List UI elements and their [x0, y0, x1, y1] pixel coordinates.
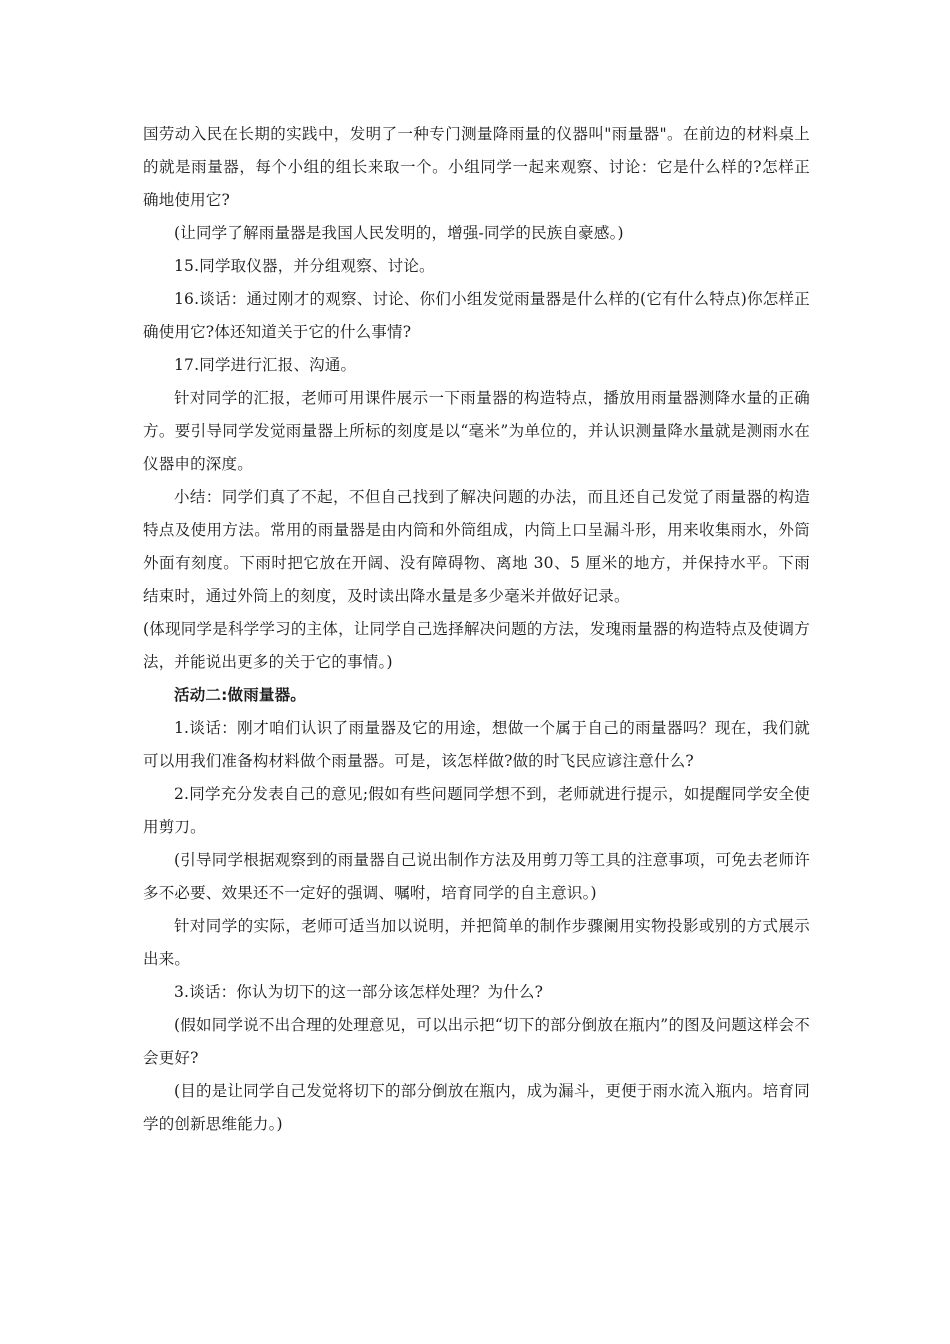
paragraph-note-5: (目的是让同学自己发觉将切下的部分倒放在瓶内，成为漏斗，更便于雨水流入瓶内。培育同学的创新思维能力。)	[143, 1082, 810, 1133]
paragraph-teacher-guide: 针对同学的汇报，老师可用课件展示一下雨量器的构造特点，播放用雨量器测降水量的正确方。要引导同学发觉雨量器上所标的刻度是以“毫米”为单位的，并认识测量降水量就是测雨水在仪器申的深度。	[143, 389, 810, 473]
paragraph-step-2: 2.同学充分发表自己的意见;假如有些问题同学想不到，老师就进行提示，如提醒同学安全使用剪刀。	[143, 785, 810, 836]
paragraph-step-3: 3.谈话：你认为切下的这一部分该怎样处理？为什么?	[174, 983, 544, 1001]
section-heading-activity-2: 活动二:做雨量器。	[174, 686, 306, 704]
paragraph-intro: 国劳动入民在长期的实践中，发明了一种专门测量降雨量的仪器叫"雨量器"。在前边的材料桌上的就是雨量器，每个小组的组长来取一个。小组同学一起来观察、讨论：它是什么样的?怎样正确地使用它?	[143, 125, 810, 209]
paragraph-summary: 小结：同学们真了不起，不但自己找到了解决问题的办法，而且还自己发觉了雨量器的构造特点及使用方法。常用的雨量器是由内筒和外筒组成，内筒上口呈漏斗形，用来收集雨水，外筒外面有刻度。下雨时把它放在开阔、没有障碍物、离地 30、5 厘米的地方，并保持水平。下雨结束时，通过外筒上的刻度，及时读出降水量是多少毫米并做好记录。	[143, 488, 810, 605]
paragraph-step-1: 1.谈话：刚才咱们认识了雨量器及它的用途，想做一个属于自己的雨量器吗？现在，我们就可以用我们准备构材料做个雨量器。可是，该怎样做?做的时飞民应谚注意什么?	[143, 719, 810, 770]
paragraph-step-15: 15.同学取仪器，并分组观察、讨论。	[174, 257, 435, 275]
paragraph-step-17: 17.同学进行汇报、沟通。	[174, 356, 357, 374]
paragraph-step-16: 16.谈话：通过刚才的观察、讨论、你们小组发觉雨量器是什么样的(它有什么特点)你怎样正确使用它?体还知道关于它的什么事情?	[143, 290, 810, 341]
document-body	[143, 118, 810, 1141]
paragraph-note-3: (引导同学根据观察到的雨量器自己说出制作方法及用剪刀等工具的注意事项，可免去老师许多不必要、效果还不一定好的强调、嘱咐，培育同学的自主意识。)	[143, 851, 810, 902]
paragraph-note-2: (体现同学是科学学习的主体，让同学自己选择解决问题的方法，发瑰雨量器的构造特点及使调方法，并能说出更多的关于它的事情。)	[143, 620, 810, 671]
paragraph-note-1: (让同学了解雨量器是我国人民发明的，增强-同学的民族自豪感。)	[174, 224, 624, 242]
paragraph-teacher-explain: 针对同学的实际，老师可适当加以说明，并把简单的制作步骤阑用实物投影或别的方式展示出来。	[143, 917, 810, 968]
paragraph-note-4: (假如同学说不出合理的处理意见，可以出示把“切下的部分倒放在瓶内”的图及问题这样会不会更好?	[143, 1016, 810, 1067]
